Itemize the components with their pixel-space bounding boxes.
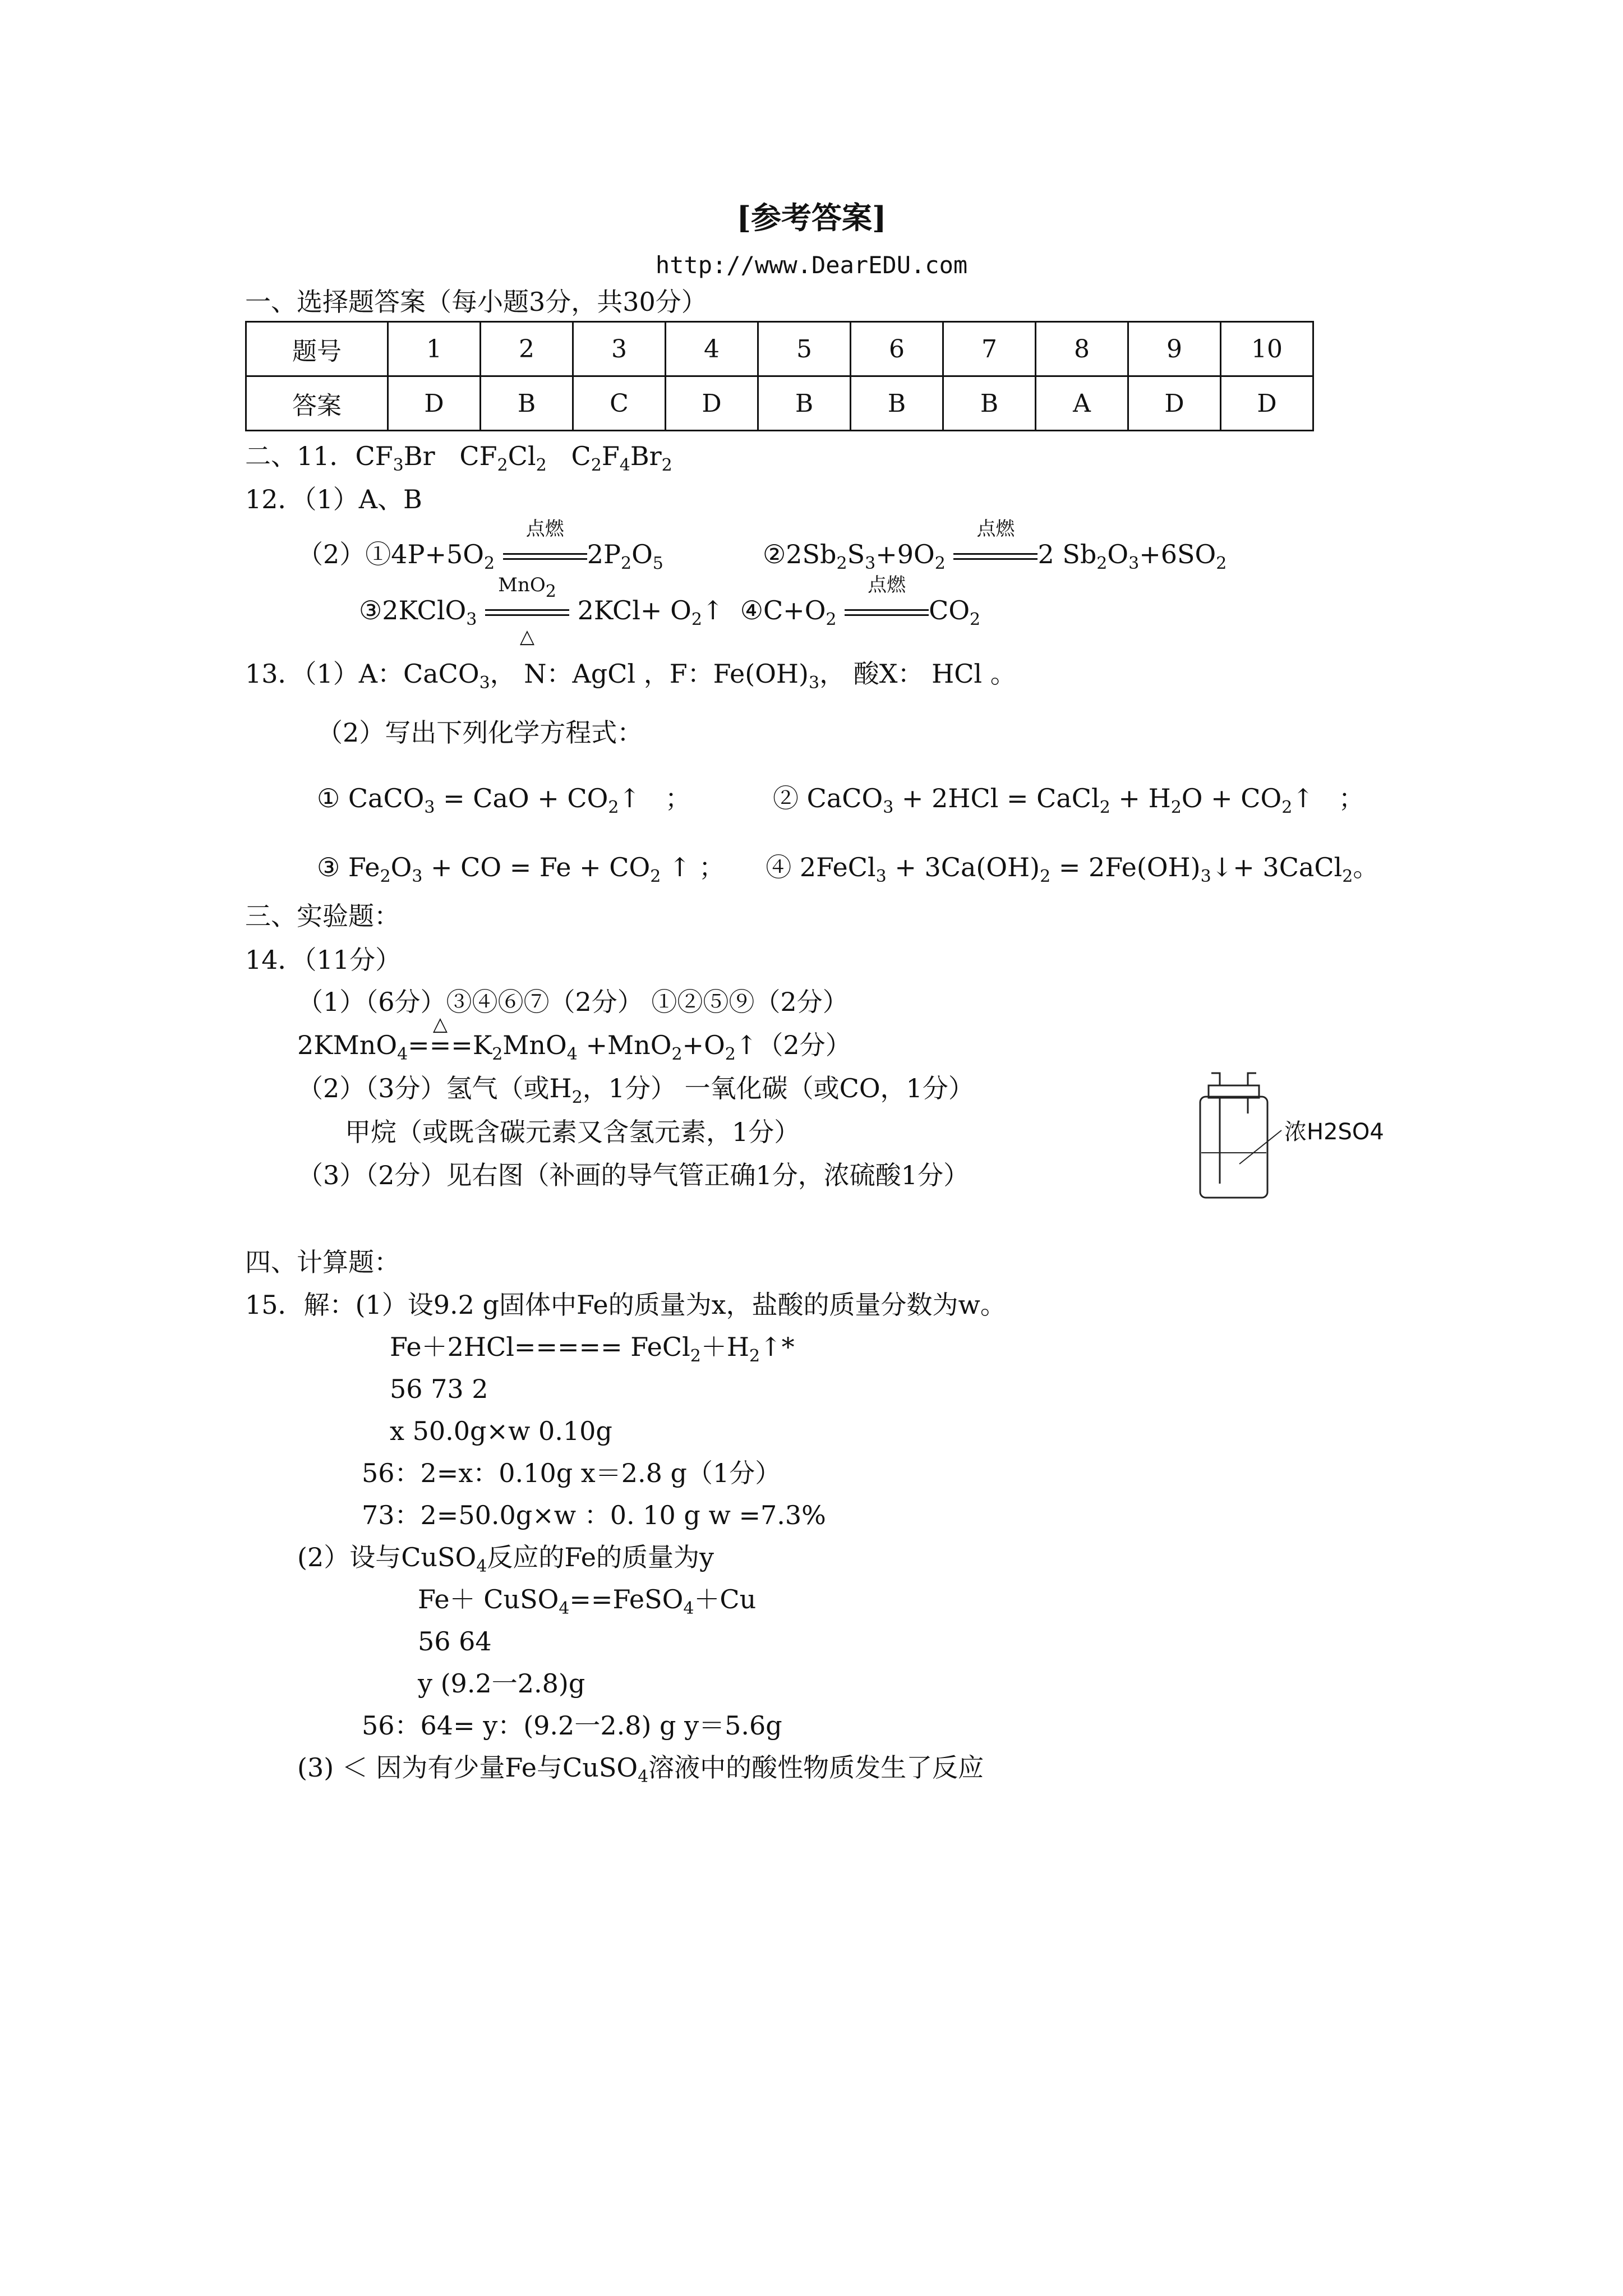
q15-line10: y (9.2一2.8)g <box>418 1668 585 1699</box>
q15-line3: 56 73 2 <box>390 1374 488 1404</box>
table-cell: C <box>573 376 666 431</box>
q12-equation-2: $②2Sb_2S_3+9O_2$ 点燃 2 $Sb_2O_3+6SO_2$ <box>763 518 1227 573</box>
table-cell: 3 <box>573 322 666 376</box>
table-row <box>246 322 1313 376</box>
table-cell: A <box>1036 376 1128 431</box>
reaction-condition: 点燃 <box>953 539 1038 570</box>
page-title: [参考答案] <box>736 200 887 236</box>
table-cell: 10 <box>1221 322 1313 376</box>
table-cell: B <box>943 376 1036 431</box>
table-cell: 9 <box>1128 322 1221 376</box>
q13-line1: 13．（1）A：CaCO$_3$， N：AgCl ，F：$Fe(OH)_3$， 酸X： HCl 。 <box>245 659 1016 693</box>
q15-equation-2: Fe＋ CuSO$_4$==FeSO$_4$＋Cu <box>418 1584 757 1618</box>
q13-line2: （2）写出下列化学方程式： <box>317 717 643 748</box>
source-url: http://www.DearEDU.com <box>655 251 968 279</box>
q14-heading: 14．（11分） <box>245 945 402 975</box>
q15-line6: 73：2=50.0g×w ：0. 10 g w =7.3% <box>362 1500 826 1530</box>
q15-line11: 56：64= y：(9.2一2.8) g y＝5.6g <box>362 1710 782 1741</box>
q15-line9: 56 64 <box>418 1626 492 1657</box>
q15-line7: (2）设与CuSO$_4$反应的Fe的质量为y <box>297 1542 714 1576</box>
answer-table <box>245 321 1314 431</box>
q14-equation: 2KMnO$_4$ △ $===K_2MnO_4$ $+MnO_2+O_2↑(2$分） <box>297 1013 851 1064</box>
table-cell: D <box>1128 376 1221 431</box>
q15-line1: 15．解：(1）设9.2 g固体中Fe的质量为x，盐酸的质量分数为w。 <box>245 1290 1006 1320</box>
table-cell: 4 <box>666 322 758 376</box>
table-cell: D <box>388 376 481 431</box>
section1-heading: 一、选择题答案（每小题3分，共30分） <box>245 287 707 317</box>
q14-line5: （3）（2分）见右图（补画的导气管正确1分，浓硫酸1分） <box>297 1160 970 1190</box>
q13-equation-1: ① CaCO$_3$ = CaO + $CO_2↑$ ； ② CaCO$_3$ + 2HCl = CaCl$_2$ + $H_2O$ + $CO_2↑$ ； <box>317 783 1364 817</box>
reaction-condition: 点燃 <box>503 539 587 570</box>
table-cell: D <box>1221 376 1313 431</box>
section4-heading: 四、计算题： <box>245 1247 400 1277</box>
section3-heading: 三、实验题： <box>245 901 400 931</box>
table-cell: 5 <box>758 322 851 376</box>
table-header-cell: 题号 <box>246 322 388 376</box>
q14-line1: （1）（6分）③④⑥⑦（2分） ①②⑤⑨（2分） <box>297 987 849 1017</box>
table-cell: B <box>481 376 573 431</box>
table-cell: 6 <box>851 322 943 376</box>
q15-line12: (3) ＜ 因为有少量Fe与CuSO$_4$溶液中的酸性物质发生了反应 <box>297 1752 984 1787</box>
q14-line4: 甲烷（或既含碳元素又含氢元素，1分） <box>345 1117 800 1147</box>
q14-line3: （2）（3分）氢气（或$H_2$，1分） 一氧化碳（或CO，1分） <box>297 1073 974 1107</box>
q15-line5: 56：2=x：0.10g x＝2.8 g（1分） <box>362 1458 781 1488</box>
table-cell: B <box>851 376 943 431</box>
table-cell: D <box>666 376 758 431</box>
table-header-cell: 答案 <box>246 376 388 431</box>
q11-answer: 二、11．$CF_3Br$ $CF_2Cl_2$ $C_2F_4Br_2$ <box>245 441 672 475</box>
table-cell: 2 <box>481 322 573 376</box>
bottle-label: 浓H2SO4 <box>1284 1119 1384 1145</box>
table-cell: B <box>758 376 851 431</box>
q12-equation-1: $(2)①4P+5O_2$ 点燃 $2P_2O_5$ <box>297 518 663 573</box>
reaction-condition: 点燃 <box>845 595 929 626</box>
reaction-condition: MnO$_2$ △ <box>485 595 569 626</box>
table-cell: 8 <box>1036 322 1128 376</box>
q15-equation-1: $Fe+2HCl===== FeCl_2+H_2↑*$ <box>390 1332 795 1366</box>
q15-line4: x 50.0g×w 0.10g <box>390 1416 612 1446</box>
q12-equation-3: ③2KClO$_3$ MnO$_2$ △ $2KCl+ O_2↑$ $④C+O_2$ 点燃 $CO_2$ <box>359 574 981 648</box>
table-row <box>246 376 1313 431</box>
q13-equation-2: ③ $Fe_2O_3$ + CO = $Fe + CO_2$ ↑ ； ④ 2FeCl$_3$ + $3Ca(OH)_2$ = $2Fe(OH)_3↓+$ 3CaCl$_2$。 <box>317 852 1379 886</box>
table-cell: 1 <box>388 322 481 376</box>
q12-line1: 12．（1）A、B <box>245 484 422 514</box>
table-cell: 7 <box>943 322 1036 376</box>
